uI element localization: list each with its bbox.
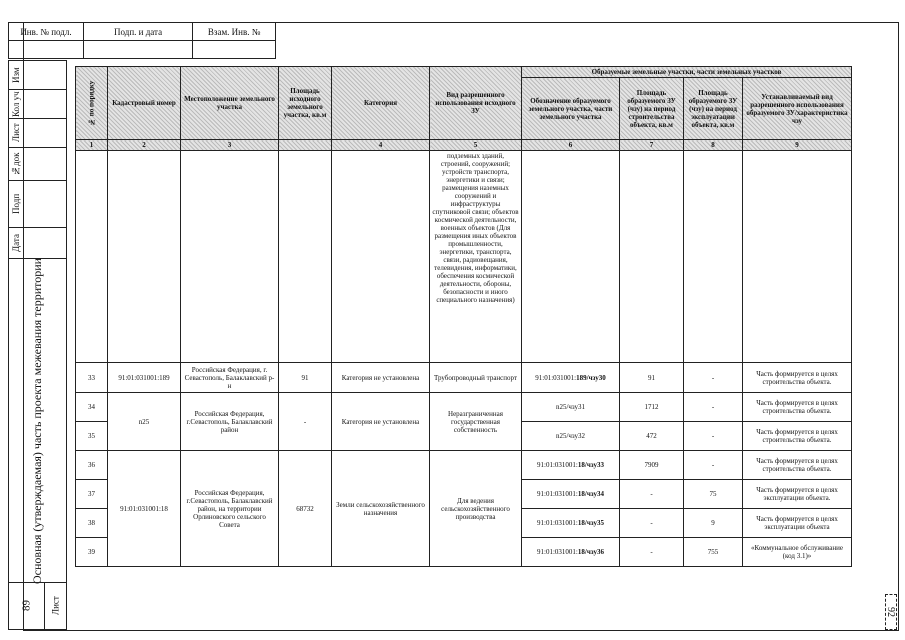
hdr-use: Вид разрешенного использования исходного ЗУ <box>430 67 522 140</box>
izm-value <box>23 60 67 90</box>
area-operation: 75 <box>684 480 743 509</box>
list-value <box>23 118 67 148</box>
hdr-area: Площадь исходного земельного участка, кв.м <box>279 67 332 140</box>
col-num-3: 3 <box>181 140 279 151</box>
table-row <box>76 451 852 480</box>
continuation-row <box>76 151 852 363</box>
designation-prefix: 91:01:031001: <box>537 490 578 498</box>
area-construction: - <box>620 538 684 567</box>
ndok-cell <box>8 147 24 181</box>
data-value <box>23 227 67 259</box>
page-corner-number <box>885 594 897 630</box>
cont-cell <box>620 151 684 363</box>
col-num-2: 2 <box>108 140 181 151</box>
designation <box>522 451 620 480</box>
area-construction: 91 <box>620 363 684 393</box>
cadastral-number: 91:01:031001:18 <box>108 451 181 567</box>
col-num-8: 8 <box>684 140 743 151</box>
row-no: 36 <box>76 451 108 480</box>
area-construction: 1712 <box>620 393 684 422</box>
izm-cell <box>8 60 24 90</box>
row-no: 38 <box>76 509 108 538</box>
established-use: Часть формируется в целях строительства объекта. <box>743 363 852 393</box>
designation <box>522 363 620 393</box>
location: Российская Федерация, г.Севастополь, Балаклавский район <box>181 393 279 451</box>
col-number-row <box>76 140 852 151</box>
vzam-inv-value <box>193 41 276 59</box>
area-construction: - <box>620 480 684 509</box>
hdr-designation: Обозначение образуемого земельного участка, части земельного участка <box>522 78 620 140</box>
area-operation: - <box>684 393 743 422</box>
area-operation: - <box>684 451 743 480</box>
podp-data-label: Подп. и дата <box>83 23 192 41</box>
cont-cell <box>332 151 430 363</box>
row-no: 35 <box>76 422 108 451</box>
data-label: Дата <box>11 234 21 252</box>
main-table-wrap <box>75 66 851 567</box>
podp-label: Подп <box>11 193 21 215</box>
col-num-5: 5 <box>430 140 522 151</box>
area: 91 <box>279 363 332 393</box>
designation: n25/чзу32 <box>522 422 620 451</box>
hdr-location: Местоположение земельного участка <box>181 67 279 140</box>
col-num-4: 4 <box>332 140 430 151</box>
kol-uch-cell <box>8 89 24 119</box>
podp-data-value <box>83 41 192 59</box>
area-construction: 7909 <box>620 451 684 480</box>
designation-code: 18/чзу35 <box>577 519 604 527</box>
row-no: 34 <box>76 393 108 422</box>
designation <box>522 538 620 567</box>
col-num-9: 9 <box>743 140 852 151</box>
designation-prefix: 91:01:031001: <box>537 461 578 469</box>
left-stamp <box>8 60 67 630</box>
area: - <box>279 393 332 451</box>
hdr-group: Образуемые земельные участки, части земельных участков <box>522 67 852 78</box>
designation-code: 18/чзу36 <box>577 548 604 556</box>
podp-value <box>23 180 67 228</box>
cont-cell <box>522 151 620 363</box>
established-use: Часть формируется в целях строительства объекта. <box>743 451 852 480</box>
designation-code: 18/чзу33 <box>577 461 604 469</box>
location: Российская Федерация, г.Севастополь, Балаклавский район, на территории Орлиновского сельского Совета <box>181 451 279 567</box>
table-row <box>76 363 852 393</box>
use: Трубопроводный транспорт <box>430 363 522 393</box>
area-operation: - <box>684 422 743 451</box>
designation-prefix: 91:01:031001: <box>537 548 578 556</box>
ndok-label: №док <box>11 152 21 176</box>
hdr-established-use: Устанавливаемый вид разрешенного использования образуемого ЗУ/характеристика чзу <box>743 78 852 140</box>
row-no: 37 <box>76 480 108 509</box>
hdr-row-no-text: № по порядку <box>87 80 96 126</box>
sheet-number: 89 <box>20 600 33 612</box>
col-num-6: 6 <box>522 140 620 151</box>
area-operation: 755 <box>684 538 743 567</box>
hdr-row-no <box>76 67 108 140</box>
hdr-category: Категория <box>332 67 430 140</box>
cont-cell <box>108 151 181 363</box>
sheet-number-cell <box>8 582 45 630</box>
use: Неразграниченная государственная собственность <box>430 393 522 451</box>
cont-cell <box>684 151 743 363</box>
land-plots-table <box>75 66 852 567</box>
sheet-label-cell <box>44 582 67 630</box>
established-use: Часть формируется в целях строительства объекта. <box>743 393 852 422</box>
area-construction: - <box>620 509 684 538</box>
inv-podl-value <box>9 41 84 59</box>
designation-code: 189/чзу30 <box>576 373 606 382</box>
vzam-inv-label: Взам. Инв. № <box>193 23 276 41</box>
hdr-area-operation: Площадь образуемого ЗУ (чзу) на период эксплуатации объекта, кв.м <box>684 78 743 140</box>
cadastral-number: 91:01:031001:189 <box>108 363 181 393</box>
ndok-value <box>23 147 67 181</box>
doc-title: Основная (утверждаемая) часть проекта межевания территории <box>30 257 44 584</box>
category: Земли сельскохозяйственного назначения <box>332 451 430 567</box>
col-num-7: 7 <box>620 140 684 151</box>
podp-cell <box>8 180 24 228</box>
designation <box>522 509 620 538</box>
col-num-1: 1 <box>76 140 108 151</box>
designation-prefix: 91:01:031001: <box>535 373 577 382</box>
area-operation: 9 <box>684 509 743 538</box>
sheet-label: Лист <box>50 596 61 616</box>
izm-label: Изм <box>11 67 21 83</box>
list-label: Лист <box>11 123 21 143</box>
table-row <box>76 393 852 422</box>
designation <box>522 480 620 509</box>
cont-cell <box>181 151 279 363</box>
hdr-cadastral: Кадастровый номер <box>108 67 181 140</box>
location: Российская Федерация, г. Севастополь, Балаклавский р-н <box>181 363 279 393</box>
established-use: «Коммунальное обслуживание (код 3.1)» <box>743 538 852 567</box>
kol-uch-label: Кол уч <box>11 91 21 117</box>
area-operation: - <box>684 363 743 393</box>
page-corner-number-text: 92 <box>885 607 897 617</box>
established-use: Часть формируется в целях эксплуатации объекта <box>743 509 852 538</box>
area: 68732 <box>279 451 332 567</box>
doc-title-cell <box>8 258 67 583</box>
data-cell <box>8 227 24 259</box>
cont-cell <box>76 151 108 363</box>
row-no: 39 <box>76 538 108 567</box>
top-stamp <box>8 22 276 59</box>
cadastral-number: n25 <box>108 393 181 451</box>
designation-prefix: 91:01:031001: <box>537 519 578 527</box>
designation-code: 18/чзу34 <box>577 490 604 498</box>
kol-uch-value <box>23 89 67 119</box>
category: Категория не установлена <box>332 363 430 393</box>
category: Категория не установлена <box>332 393 430 451</box>
designation: n25/чзу31 <box>522 393 620 422</box>
established-use: Часть формируется в целях строительства объекта. <box>743 422 852 451</box>
inv-podl-label: Инв. № подл. <box>9 23 84 41</box>
cont-cell <box>743 151 852 363</box>
cont-cell <box>279 151 332 363</box>
row-no: 33 <box>76 363 108 393</box>
hdr-area-construction: Площадь образуемого ЗУ (чзу) на период строительства объекта, кв.м <box>620 78 684 140</box>
use: Для ведения сельскохозяйственного производства <box>430 451 522 567</box>
established-use: Часть формируется в целях эксплуатации объекта. <box>743 480 852 509</box>
col-num-blank <box>279 140 332 151</box>
list-cell <box>8 118 24 148</box>
area-construction: 472 <box>620 422 684 451</box>
continuation-text: подземных зданий, строений, сооружений; устройств транспорта, энергетики и связи; размещения наземных сооружений и инфраструктуры спутниковой связи; объектов космической деятельности, военных объектов (Для размещения иных объектов промышленности, энергетики, транспорта, связи, радиовещания, телевидения, информатики, обеспечения космической деятельности, обороны, безопасности и иного специального назначения) <box>430 151 522 363</box>
